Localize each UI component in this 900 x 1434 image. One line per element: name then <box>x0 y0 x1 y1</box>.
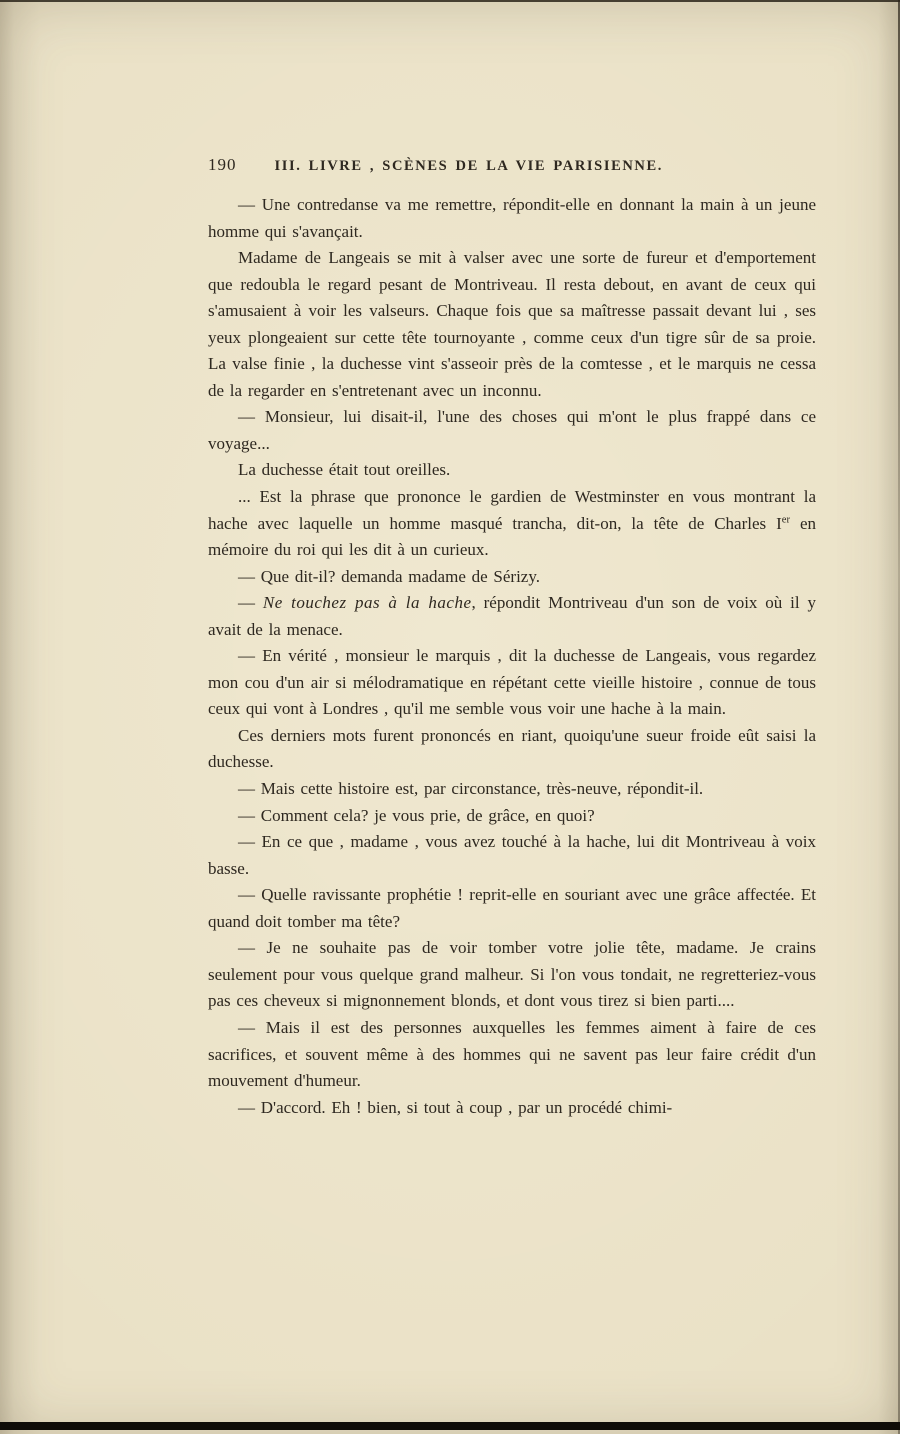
paragraph: — En ce que , madame , vous avez touché à la hache, lui dit Montriveau à voix basse. <box>208 832 816 878</box>
paragraph: — Ne touchez pas à la hache, répondit Montriveau d'un son de voix où il y avait de la menace. <box>208 593 816 639</box>
paragraph: La duchesse était tout oreilles. <box>238 460 451 480</box>
paragraph: — Je ne souhaite pas de voir tomber votre jolie tête, madame. Je crains seulement pour vous quelque grand malheur. Si l'on vous tondait, ne regretteriez-vous pas ces cheveux si mignonnement blonds, et dont vous tirez si bien parti.... <box>208 938 816 1011</box>
page-header <box>208 155 818 175</box>
paragraph: — Que dit-il? demanda madame de Sérizy. <box>238 566 540 586</box>
paragraph: Madame de Langeais se mit à valser avec une sorte de fureur et d'emportement que redoubla le regard pesant de Montriveau. Il resta debout, en avant de ceux qui s'amusaient à voir les valseurs. Chaque fois que sa maîtresse passait devant lui , ses yeux plongeaient sur cette tête tournoyante , comme ceux d'un tigre sûr de sa proie. La valse finie , la duchesse vint s'asseoir près de la comtesse , et le marquis ne cessa de la regarder en s'entretenant avec un inconnu. <box>208 248 816 400</box>
paragraph: — Une contredanse va me remettre, répondit-elle en donnant la main à un jeune homme qui s'avançait. <box>208 195 816 241</box>
paragraph: — D'accord. Eh ! bien, si tout à coup , par un procédé chimi- <box>238 1097 673 1117</box>
scan-edge-top <box>0 0 900 2</box>
scan-edge-bottom <box>0 1422 900 1430</box>
paragraph: — En vérité , monsieur le marquis , dit la duchesse de Langeais, vous regardez mon cou d'un air si mélodramatique en répétant cette vieille histoire , connue de tous ceux qui vont à Londres , qu'il me semble vous voir une hache à la main. <box>208 646 816 719</box>
page-number: 190 <box>208 155 237 174</box>
text-block <box>208 192 816 1121</box>
running-header: III. LIVRE , SCÈNES DE LA VIE PARISIENNE. <box>274 158 663 174</box>
paragraph: ... Est la phrase que prononce le gardien de Westminster en vous montrant la hache avec laquelle un homme masqué trancha, dit-on, la tête de Charles Ier en mémoire du roi qui les dit à un curieux. <box>208 487 816 560</box>
paragraph: — Comment cela? je vous prie, de grâce, en quoi? <box>238 805 595 825</box>
paragraph: — Mais cette histoire est, par circonstance, très-neuve, répondit-il. <box>238 779 704 799</box>
paragraph: — Mais il est des personnes auxquelles les femmes aiment à faire de ces sacrifices, et souvent même à des hommes qui ne savent pas leur faire crédit d'un mouvement d'humeur. <box>208 1017 816 1091</box>
paragraph: — Quelle ravissante prophétie ! reprit-elle en souriant avec une grâce affectée. Et quand doit tomber ma tête? <box>208 885 816 931</box>
paragraph: Ces derniers mots furent prononcés en riant, quoiqu'une sueur froide eût saisi la duchesse. <box>208 725 816 772</box>
paragraph: — Monsieur, lui disait-il, l'une des choses qui m'ont le plus frappé dans ce voyage... <box>208 407 816 453</box>
